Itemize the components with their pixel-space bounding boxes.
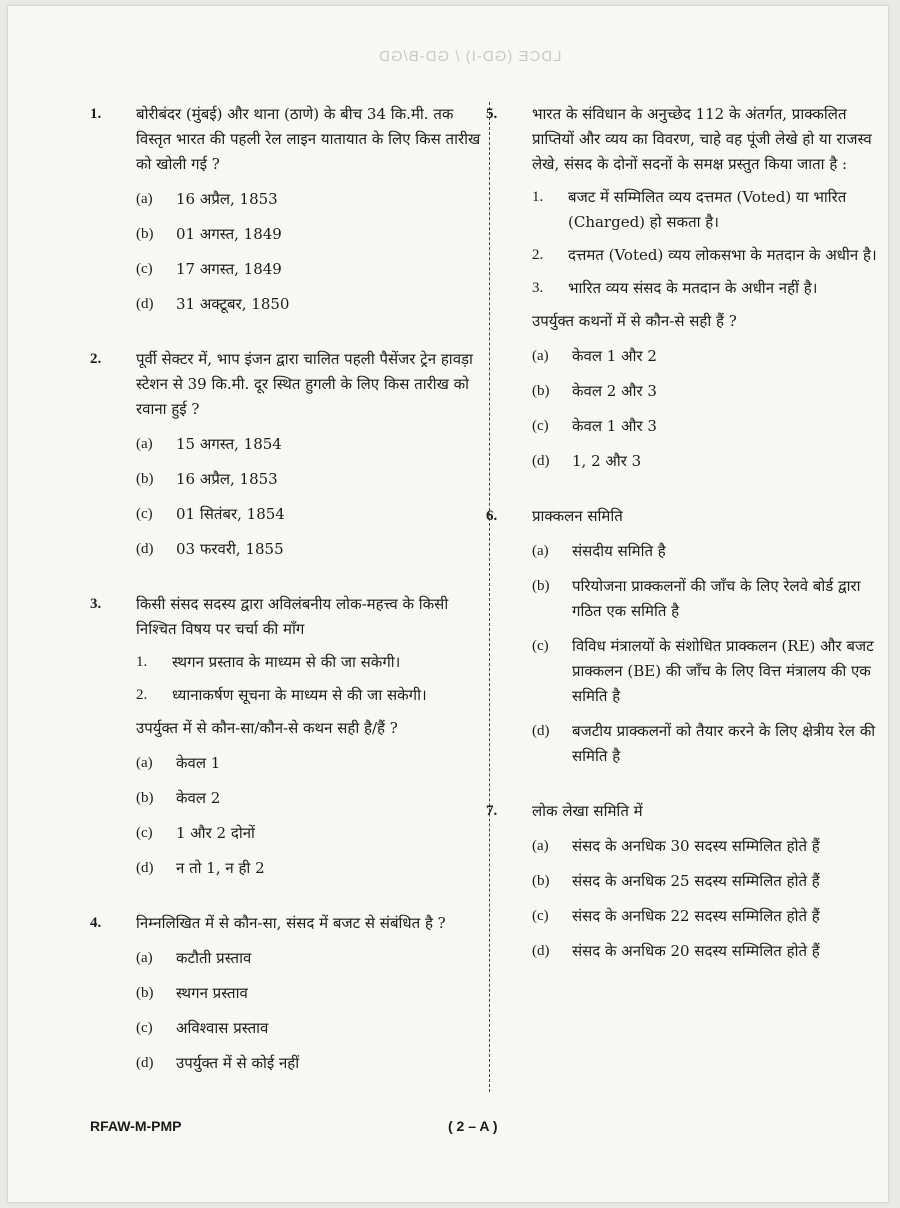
question-2 bbox=[90, 347, 488, 562]
statement-label: 2. bbox=[532, 247, 544, 263]
answer-option[interactable] bbox=[136, 786, 488, 811]
option-label: (b) bbox=[532, 873, 550, 889]
question-number: 2. bbox=[90, 351, 102, 367]
answer-option[interactable] bbox=[532, 574, 890, 624]
option-text: केवल 2 और 3 bbox=[572, 382, 657, 400]
answer-option[interactable] bbox=[136, 222, 488, 247]
bleed-through-header: LDCE (GD-I) / GD-B/GD bbox=[378, 48, 562, 65]
option-text: 31 अक्टूबर, 1850 bbox=[176, 295, 290, 313]
option-text: स्थगन प्रस्ताव bbox=[176, 984, 248, 1002]
statement bbox=[136, 650, 488, 675]
option-label: (d) bbox=[136, 296, 154, 312]
statement-text: ध्यानाकर्षण सूचना के माध्यम से की जा सकेगी। bbox=[172, 686, 427, 704]
answer-option[interactable] bbox=[136, 502, 488, 527]
question-text: पूर्वी सेक्टर में, भाप इंजन द्वारा चालित पहली पैसेंजर ट्रेन हावड़ा स्टेशन से 39 कि.मी. दूर स्थित हुगली के लिए किस तारीख को रवाना हुई ? bbox=[136, 350, 473, 418]
question-number: 5. bbox=[486, 106, 498, 122]
option-label: (b) bbox=[136, 985, 154, 1001]
question-text: भारत के संविधान के अनुच्छेद 112 के अंतर्गत, प्राक्कलित प्राप्तियों और व्यय का विवरण, चाहे वह पूंजी लेखे हो या राजस्व लेखे, संसद के दोनों सदनों के समक्ष प्रस्तुत किया जाता है : bbox=[532, 105, 872, 173]
option-text: केवल 1 और 3 bbox=[572, 417, 657, 435]
option-label: (a) bbox=[136, 950, 153, 966]
paper-code: RFAW-M-PMP bbox=[90, 1118, 182, 1134]
statement bbox=[532, 276, 890, 301]
answer-option[interactable] bbox=[136, 981, 488, 1006]
question-text: बोरीबंदर (मुंबई) और थाना (ठाणे) के बीच 34 कि.मी. तक विस्तृत भारत की पहली रेल लाइन यातायात के लिए किस तारीख को खोली गई ? bbox=[136, 105, 481, 173]
answer-option[interactable] bbox=[532, 449, 890, 474]
question-number: 4. bbox=[90, 915, 102, 931]
question-text: किसी संसद सदस्य द्वारा अविलंबनीय लोक-महत्त्व के किसी निश्चित विषय पर चर्चा की माँग bbox=[136, 595, 449, 638]
option-text: विविध मंत्रालयों के संशोधित प्राक्कलन (RE) और बजट प्राक्कलन (BE) की जाँच के लिए वित्त मंत्रालय की एक समिति है bbox=[572, 637, 874, 705]
statement bbox=[532, 243, 890, 268]
option-label: (a) bbox=[136, 191, 153, 207]
question-5 bbox=[486, 102, 890, 474]
answer-option[interactable] bbox=[532, 379, 890, 404]
answer-option[interactable] bbox=[532, 719, 890, 769]
option-label: (b) bbox=[136, 226, 154, 242]
answer-option[interactable] bbox=[532, 869, 890, 894]
answer-option[interactable] bbox=[136, 537, 488, 562]
option-label: (b) bbox=[532, 383, 550, 399]
option-text: परियोजना प्राक्कलनों की जाँच के लिए रेलवे बोर्ड द्वारा गठित एक समिति है bbox=[572, 577, 861, 620]
question-number: 6. bbox=[486, 508, 498, 524]
option-text: कटौती प्रस्ताव bbox=[176, 949, 252, 967]
option-text: संसद के अनधिक 30 सदस्य सम्मिलित होते हैं bbox=[572, 837, 820, 855]
page-number: ( 2 – A ) bbox=[448, 1118, 498, 1134]
option-text: 16 अप्रैल, 1853 bbox=[176, 470, 278, 488]
option-text: केवल 2 bbox=[176, 789, 221, 807]
answer-option[interactable] bbox=[136, 1016, 488, 1041]
option-label: (c) bbox=[136, 506, 153, 522]
statement bbox=[532, 185, 890, 235]
question-7 bbox=[486, 799, 890, 964]
answer-option[interactable] bbox=[532, 634, 890, 709]
option-label: (d) bbox=[532, 723, 550, 739]
option-label: (b) bbox=[136, 790, 154, 806]
right-column bbox=[486, 102, 890, 982]
statement-text: दत्तमत (Voted) व्यय लोकसभा के मतदान के अधीन है। bbox=[568, 246, 877, 264]
option-text: 03 फरवरी, 1855 bbox=[176, 540, 284, 558]
left-column bbox=[90, 102, 488, 1094]
answer-option[interactable] bbox=[532, 414, 890, 439]
question-3 bbox=[90, 592, 488, 881]
statement-label: 1. bbox=[136, 654, 148, 670]
statement-text: बजट में सम्मिलित व्यय दत्तमत (Voted) या भारित (Charged) हो सकता है। bbox=[568, 188, 847, 231]
answer-option[interactable] bbox=[136, 751, 488, 776]
question-number: 1. bbox=[90, 106, 102, 122]
question-text: निम्नलिखित में से कौन-सा, संसद में बजट से संबंधित है ? bbox=[136, 914, 446, 932]
option-label: (c) bbox=[136, 825, 153, 841]
option-label: (c) bbox=[532, 418, 549, 434]
statement-label: 3. bbox=[532, 280, 544, 296]
exam-page bbox=[8, 6, 888, 1202]
answer-option[interactable] bbox=[532, 904, 890, 929]
option-text: 16 अप्रैल, 1853 bbox=[176, 190, 278, 208]
answer-option[interactable] bbox=[136, 1051, 488, 1076]
question-prompt: उपर्युक्त में से कौन-सा/कौन-से कथन सही है/हैं ? bbox=[136, 719, 398, 737]
statement-label: 2. bbox=[136, 687, 148, 703]
answer-option[interactable] bbox=[532, 939, 890, 964]
option-label: (b) bbox=[136, 471, 154, 487]
answer-option[interactable] bbox=[136, 187, 488, 212]
question-text: प्राक्कलन समिति bbox=[532, 507, 623, 525]
statement-label: 1. bbox=[532, 189, 544, 205]
option-text: 17 अगस्त, 1849 bbox=[176, 260, 282, 278]
answer-option[interactable] bbox=[136, 856, 488, 881]
option-label: (d) bbox=[532, 453, 550, 469]
option-text: 1, 2 और 3 bbox=[572, 452, 642, 470]
option-label: (c) bbox=[532, 908, 549, 924]
option-label: (d) bbox=[532, 943, 550, 959]
option-label: (a) bbox=[532, 543, 549, 559]
option-text: केवल 1 और 2 bbox=[572, 347, 657, 365]
answer-option[interactable] bbox=[136, 946, 488, 971]
option-text: न तो 1, न ही 2 bbox=[176, 859, 265, 877]
option-text: 1 और 2 दोनों bbox=[176, 824, 255, 842]
answer-option[interactable] bbox=[136, 467, 488, 492]
option-text: 01 अगस्त, 1849 bbox=[176, 225, 282, 243]
answer-option[interactable] bbox=[136, 821, 488, 846]
option-label: (c) bbox=[136, 1020, 153, 1036]
answer-option[interactable] bbox=[532, 344, 890, 369]
option-text: संसदीय समिति है bbox=[572, 542, 666, 560]
statement bbox=[136, 683, 488, 708]
statement-text: भारित व्यय संसद के मतदान के अधीन नहीं है। bbox=[568, 279, 818, 297]
question-4 bbox=[90, 911, 488, 1076]
option-label: (c) bbox=[136, 261, 153, 277]
option-text: बजटीय प्राक्कलनों को तैयार करने के लिए क्षेत्रीय रेल की समिति है bbox=[572, 722, 876, 765]
option-text: 01 सितंबर, 1854 bbox=[176, 505, 285, 523]
option-label: (a) bbox=[136, 755, 153, 771]
option-label: (a) bbox=[532, 348, 549, 364]
option-label: (d) bbox=[136, 1055, 154, 1071]
option-text: अविश्वास प्रस्ताव bbox=[176, 1019, 269, 1037]
answer-option[interactable] bbox=[136, 292, 488, 317]
option-text: 15 अगस्त, 1854 bbox=[176, 435, 282, 453]
option-text: संसद के अनधिक 20 सदस्य सम्मिलित होते हैं bbox=[572, 942, 820, 960]
question-number: 3. bbox=[90, 596, 102, 612]
option-label: (d) bbox=[136, 860, 154, 876]
option-text: संसद के अनधिक 25 सदस्य सम्मिलित होते हैं bbox=[572, 872, 820, 890]
answer-option[interactable] bbox=[136, 257, 488, 282]
answer-option[interactable] bbox=[532, 539, 890, 564]
option-text: संसद के अनधिक 22 सदस्य सम्मिलित होते हैं bbox=[572, 907, 820, 925]
option-text: केवल 1 bbox=[176, 754, 221, 772]
answer-option[interactable] bbox=[532, 834, 890, 859]
question-6 bbox=[486, 504, 890, 769]
answer-option[interactable] bbox=[136, 432, 488, 457]
question-text: लोक लेखा समिति में bbox=[532, 802, 643, 820]
option-text: उपर्युक्त में से कोई नहीं bbox=[176, 1054, 300, 1072]
option-label: (a) bbox=[532, 838, 549, 854]
question-prompt: उपर्युक्त कथनों में से कौन-से सही हैं ? bbox=[532, 312, 737, 330]
option-label: (d) bbox=[136, 541, 154, 557]
option-label: (c) bbox=[532, 638, 549, 654]
question-number: 7. bbox=[486, 803, 498, 819]
option-label: (a) bbox=[136, 436, 153, 452]
question-1 bbox=[90, 102, 488, 317]
option-label: (b) bbox=[532, 578, 550, 594]
statement-text: स्थगन प्रस्ताव के माध्यम से की जा सकेगी। bbox=[172, 653, 401, 671]
